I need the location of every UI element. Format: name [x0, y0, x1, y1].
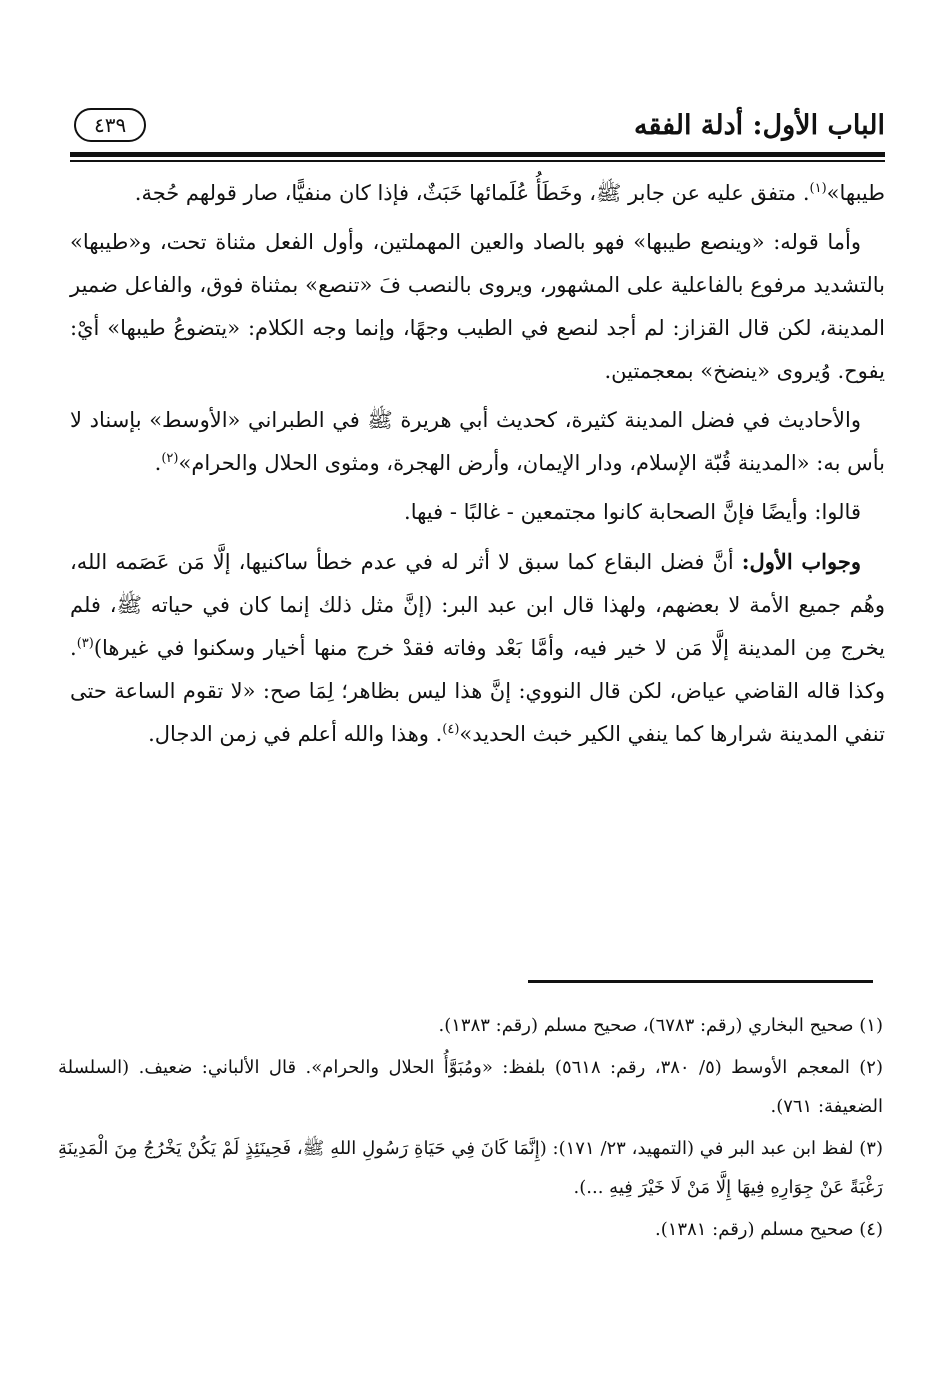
paragraph-3-text: والأحاديث في فضل المدينة كثيرة، كحديث أبي هريرة ﷺ في الطبراني «الأوسط» بإسناد لا بأس به: «المدينة قُبّة الإسلام، ودار الإيمان، وأرض الهجرة، ومثوى الحلال والحرام»	[70, 408, 885, 475]
footnote-ref-1[interactable]: (١)	[809, 181, 827, 196]
paragraph-5-text: أنَّ فضل البقاع كما سبق لا أثر له في عدم خطأ ساكنيها، إلَّا مَن عَصَمه الله، وهُم جميع الأمة لا بعضهم، ولهذا قال ابن عبد البر: (إنَّ مثل ذلك إنما كان في حياته ﷺ، فلم يخرج مِن المدينة إلَّا مَن لا خير فيه، وأمَّا بَعْد وفاته فقدْ خرج منها أخيار وسكنوا في غيرها)	[70, 550, 885, 660]
footnote-separator	[528, 980, 873, 983]
paragraph-3-after: .	[154, 451, 162, 475]
header-rule-thin	[70, 160, 885, 162]
footnote-ref-4[interactable]: (٤)	[442, 722, 460, 737]
page-header	[70, 100, 885, 150]
page	[70, 100, 885, 762]
header-rule-thick	[70, 152, 885, 157]
paragraph-1-after: . متفق عليه عن جابر ﷺ، وخَطَأُ عُلَمائها خَبَثٌ، فإذا كان منفيًّا، صار قولهم حُجة.	[134, 181, 810, 205]
answer-lead: وجواب الأول:	[741, 549, 861, 574]
paragraph-3	[70, 399, 885, 485]
footnote-1: (١) صحيح البخاري (رقم: ٦٧٨٣)، صحيح مسلم (رقم: ١٣٨٣).	[438, 1015, 883, 1036]
chapter-title: الباب الأول: أدلة الفقه	[634, 109, 885, 141]
footnote-3: (٣) لفظ ابن عبد البر في (التمهيد، ٢٣/ ١٧١): (إِنَّمَا كَانَ فِي حَيَاةِ رَسُولِ اللهِ ﷺ، فَحِينَئِذٍ لَمْ يَكُنْ يَخْرُجُ مِنَ الْمَدِينَةِ رَغْبَةً عَنْ جِوَارِهِ فِيهَا إِلَّا مَنْ لَا خَيْرَ فِيهِ ...).	[58, 1138, 883, 1198]
paragraph-5	[70, 540, 885, 756]
body-text	[70, 172, 885, 756]
footnotes	[58, 1006, 883, 1252]
paragraph-2: وأما قوله: «وينصع طيبها» فهو بالصاد والعين المهملتين، وأول الفعل مثناة تحت، و«طيبها» بالتشديد مرفوع بالفاعلية على المشهور، ويروى بالنصب فَ «تنصع» بمثناة فوق، والفاعل ضمير المدينة، لكن قال القزاز: لم أجد لنصع في الطيب وجهًا، وإنما وجه الكلام: «يتضوعُ طيبها» أيْ: يفوح. وُيروى «ينضخ» بمعجمتين.	[70, 230, 885, 383]
footnote-4: (٤) صحيح مسلم (رقم: ١٣٨١).	[655, 1219, 883, 1240]
footnote-2: (٢) المعجم الأوسط (٥/ ٣٨٠، رقم: ٥٦١٨) بلفظ: «ومُبَوَّأُ الحلال والحرام». قال الألباني: ضعيف. (السلسلة الضعيفة: ٧٦١).	[58, 1057, 883, 1117]
paragraph-5-mid: . وكذا قاله القاضي عياض، لكن قال النووي: إنَّ هذا ليس بظاهر؛ لِمَا صح: «لا تقوم الساعة حتى تنفي المدينة شرارها كما ينفي الكير خبث الحديد»	[70, 636, 885, 746]
paragraph-1	[70, 172, 885, 215]
paragraph-5-end: . وهذا والله أعلم في زمن الدجال.	[148, 722, 443, 746]
footnote-ref-2[interactable]: (٢)	[161, 451, 179, 466]
page-number: ٤٣٩	[74, 108, 146, 142]
paragraph-1-text: طيبها»	[826, 181, 885, 205]
paragraph-4: قالوا: وأيضًا فإنَّ الصحابة كانوا مجتمعين - غالبًا - فيها.	[404, 500, 861, 524]
footnote-ref-3[interactable]: (٣)	[76, 636, 94, 651]
